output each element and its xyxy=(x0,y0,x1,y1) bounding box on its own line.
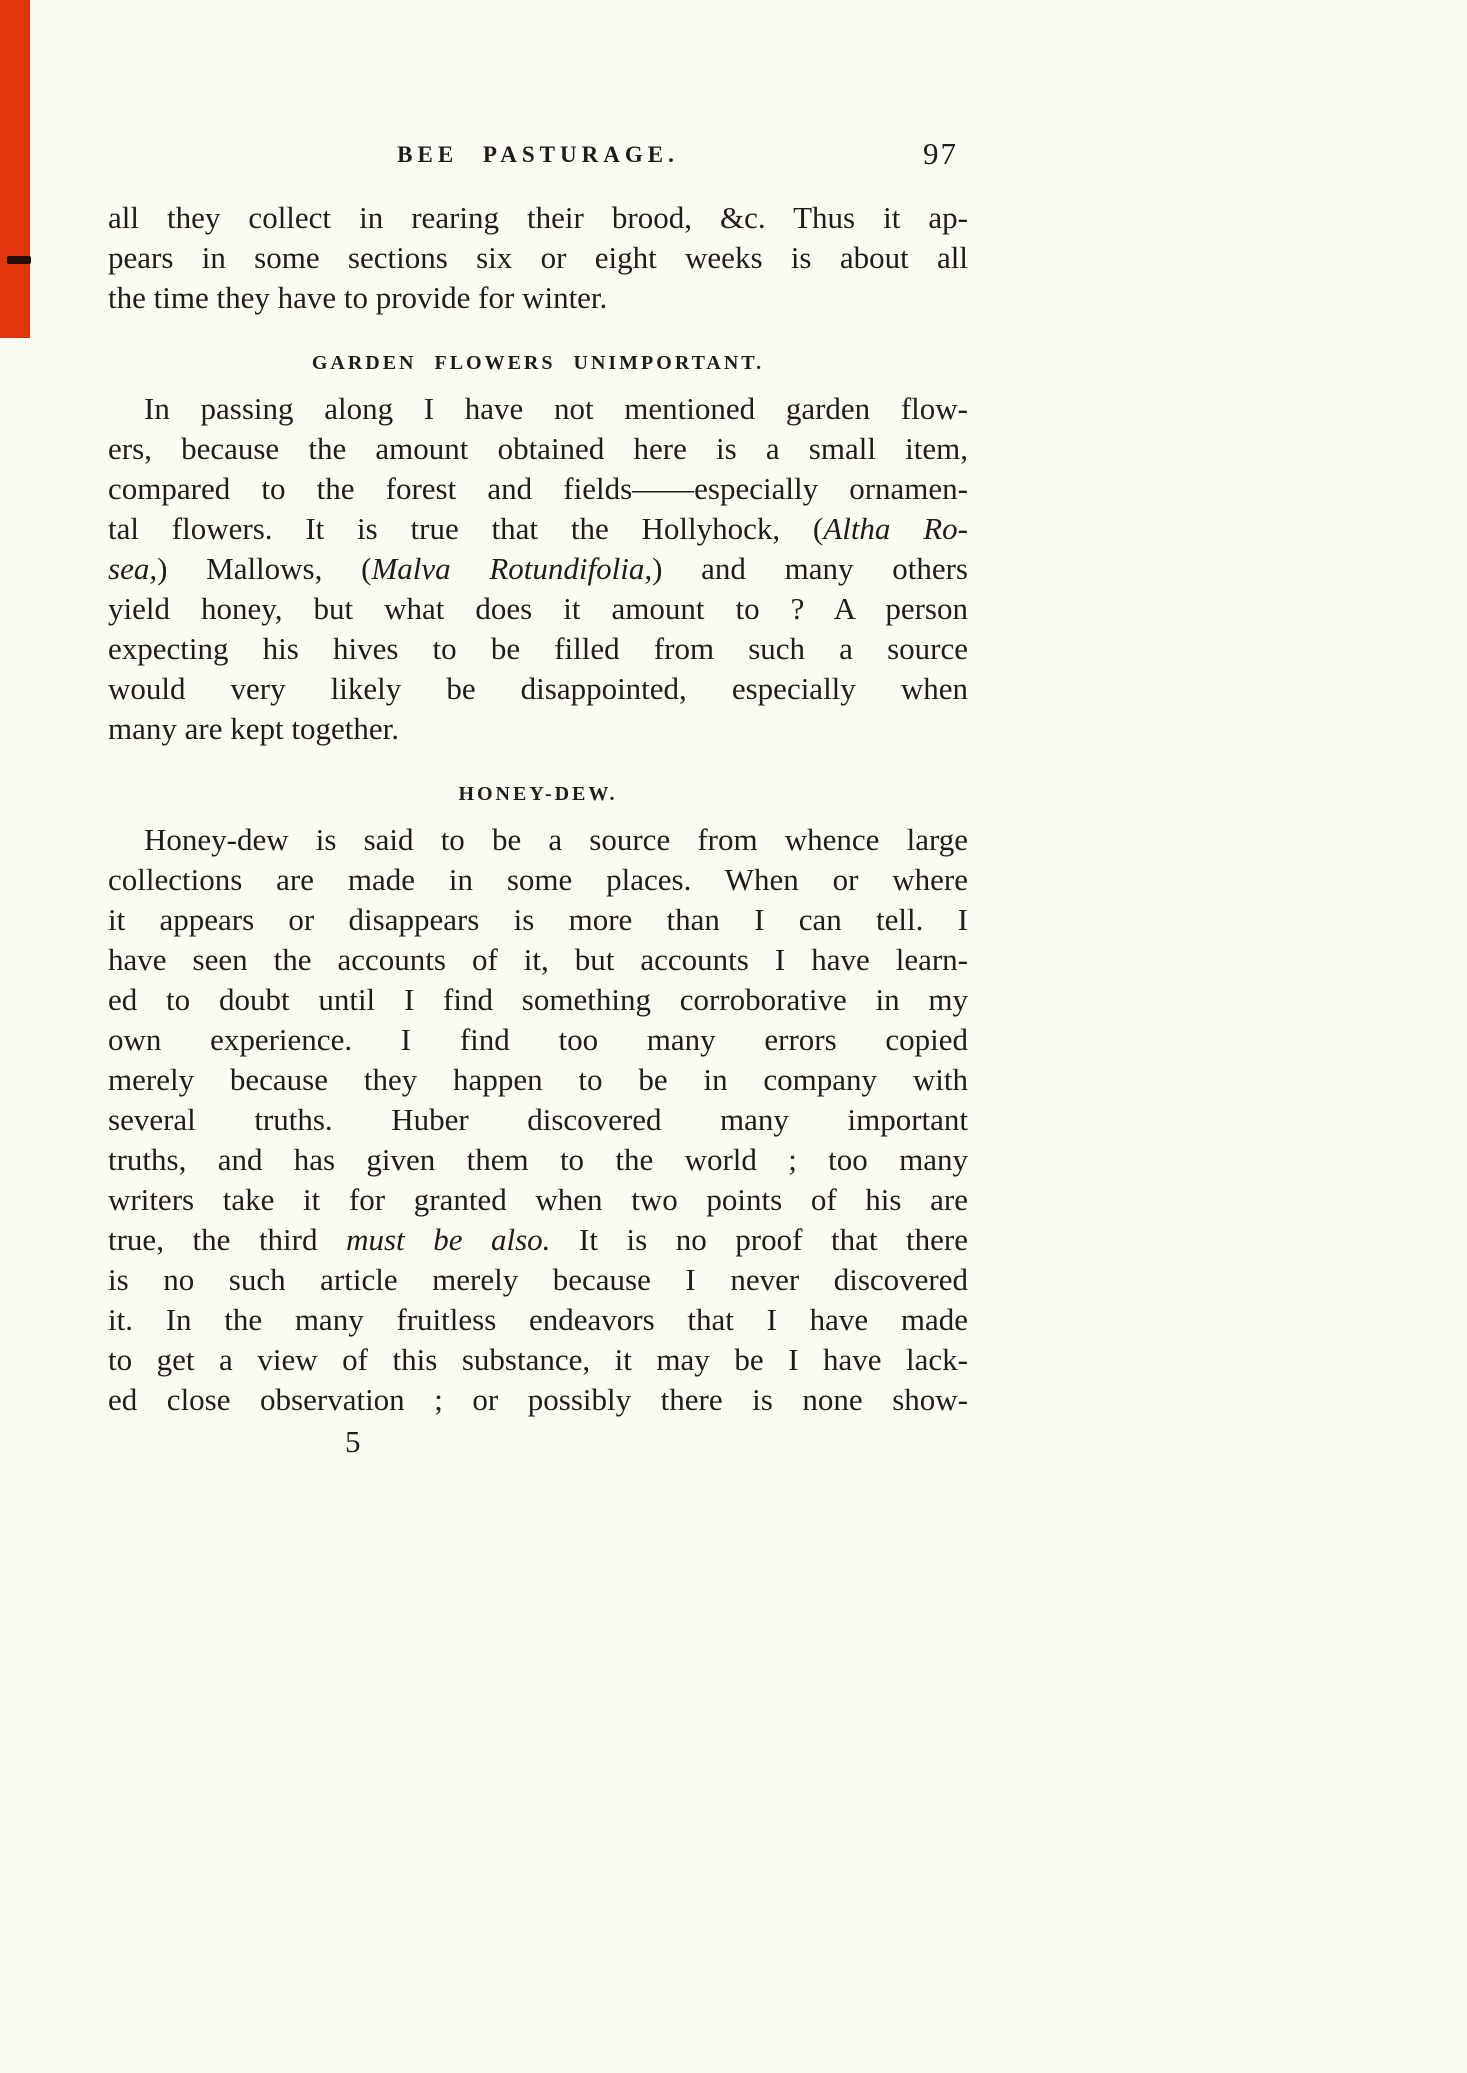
text-line xyxy=(108,1020,968,1060)
italic-text: Altha Ro- xyxy=(823,511,968,546)
text-line xyxy=(108,1380,968,1420)
text-line xyxy=(108,1220,968,1260)
text-line xyxy=(108,860,968,900)
text-segment: it. In the many fruitless endeavors that I have made xyxy=(108,1302,968,1337)
page-number: 97 xyxy=(923,136,958,171)
text-segment: to get a view of this substance, it may be I have lack- xyxy=(108,1342,968,1377)
signature-mark: 5 xyxy=(345,1424,361,1459)
text-segment: ) Mallows, ( xyxy=(157,551,372,586)
text-segment: own experience. I find too many errors copied xyxy=(108,1022,968,1057)
text-segment: the time they have to provide for winter. xyxy=(108,280,608,315)
text-segment: have seen the accounts of it, but accounts I have learn- xyxy=(108,942,968,977)
text-segment: ed to doubt until I find something corroborative in my xyxy=(108,982,968,1017)
text-segment: expecting his hives to be filled from such a source xyxy=(108,631,968,666)
text-segment: writers take it for granted when two points of his are xyxy=(108,1182,968,1217)
paragraph xyxy=(108,198,968,318)
text-segment: It is no proof that there xyxy=(550,1222,969,1257)
running-header-title: BEE PASTURAGE. xyxy=(397,142,679,167)
text-line xyxy=(108,1100,968,1140)
text-line xyxy=(108,469,968,509)
text-segment: several truths. Huber discovered many important xyxy=(108,1102,968,1137)
margin-mark-artifact xyxy=(7,256,31,264)
scan-edge-artifact xyxy=(0,0,30,338)
text-line xyxy=(108,278,968,318)
text-line xyxy=(108,549,968,589)
text-line xyxy=(108,1300,968,1340)
text-line xyxy=(108,709,968,749)
text-line xyxy=(108,1180,968,1220)
text-line xyxy=(108,238,968,278)
text-line xyxy=(108,198,968,238)
text-segment: many are kept together. xyxy=(108,711,399,746)
text-segment: yield honey, but what does it amount to ? A person xyxy=(108,591,968,626)
text-segment: all they collect in rearing their brood, &c. Thus it ap- xyxy=(108,200,968,235)
text-line xyxy=(108,389,968,429)
text-segment: compared to the forest and fields——especially ornamen- xyxy=(108,471,968,506)
text-line xyxy=(108,629,968,669)
text-line xyxy=(108,669,968,709)
text-line xyxy=(108,509,968,549)
text-line xyxy=(108,1260,968,1300)
italic-text: sea, xyxy=(108,551,158,586)
text-line xyxy=(108,820,968,860)
text-segment: would very likely be disappointed, especially when xyxy=(108,671,968,706)
text-segment: pears in some sections six or eight weeks is about all xyxy=(108,240,968,275)
text-line xyxy=(108,589,968,629)
text-line xyxy=(108,1140,968,1180)
page-body xyxy=(108,198,968,1420)
text-line xyxy=(108,1340,968,1380)
text-segment: Honey-dew is said to be a source from whence large xyxy=(144,822,968,857)
paragraph xyxy=(108,820,968,1420)
paragraph xyxy=(108,389,968,749)
text-segment: ed close observation ; or possibly there is none show- xyxy=(108,1382,968,1417)
section-heading: GARDEN FLOWERS UNIMPORTANT. xyxy=(311,352,765,374)
text-line xyxy=(108,900,968,940)
text-segment: true, the third xyxy=(108,1222,347,1257)
section-heading: HONEY-DEW. xyxy=(458,783,618,805)
text-column xyxy=(108,0,968,1420)
text-segment: truths, and has given them to the world ; too many xyxy=(108,1142,968,1177)
text-segment: ers, because the amount obtained here is a small item, xyxy=(108,431,968,466)
text-line xyxy=(108,429,968,469)
italic-text: Malva Rotundifolia, xyxy=(371,551,653,586)
running-header xyxy=(108,136,968,172)
text-segment: merely because they happen to be in company with xyxy=(108,1062,968,1097)
text-line xyxy=(108,940,968,980)
italic-text: must be also. xyxy=(346,1222,551,1257)
text-segment: collections are made in some places. When or where xyxy=(108,862,968,897)
text-segment: In passing along I have not mentioned garden flow- xyxy=(144,391,968,426)
text-line xyxy=(108,1060,968,1100)
text-segment: ) and many others xyxy=(652,551,968,586)
text-segment: is no such article merely because I never discovered xyxy=(108,1262,968,1297)
text-segment: tal flowers. It is true that the Hollyhock, ( xyxy=(108,511,824,546)
text-line xyxy=(108,980,968,1020)
text-segment: it appears or disappears is more than I can tell. I xyxy=(108,902,968,937)
